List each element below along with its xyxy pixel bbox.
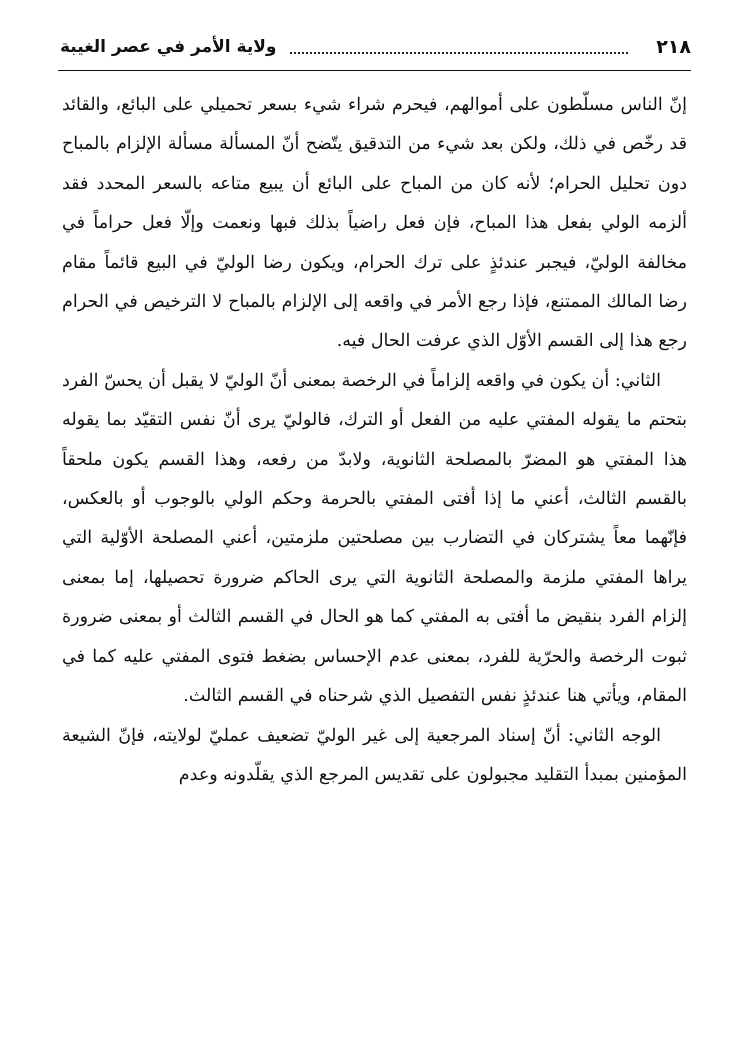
- paragraph-1: إنّ الناس مسلّطون على أموالهم، فيحرم شراء شيء بسعر تحميلي على البائع، والقائد قد رخّص في ذلك، ولكن بعد شيء من التدقيق يتّضح أنّ المسألة مسألة الإلزام بالمباح دون تحليل الحرام؛ لأنه كان من المباح على البائع أن يبيع متاعه بالسعر المحدد فقد ألزمه الولي بفعل هذا المباح، فإن فعل راضياً بذلك فبها ونعمت وإلّا فعل حراماً في مخالفة الوليّ، فيجبر عندئذٍ على ترك الحرام، ويكون رضا الوليّ في البيع قائماً مقام رضا المالك الممتنع، فإذا رجع الأمر في واقعه إلى الإلزام بالمباح لا الترخيص في الحرام رجع هذا إلى القسم الأوّل الذي عرفت الحال فيه.: [62, 95, 687, 352]
- running-title: ولاية الأمر في عصر الغيبة: [60, 37, 277, 57]
- page-number: ٢١٨: [656, 36, 691, 58]
- body-text: [62, 86, 687, 1043]
- header-rule: [58, 70, 691, 71]
- paragraph-2: الثاني: أن يكون في واقعه إلزاماً في الرخصة بمعنى أنّ الوليّ لا يقبل أن يحسّ الفرد بتحتم ما يقوله المفتي عليه من الفعل أو الترك، فالوليّ يرى أنّ نفس التقيّد بما يقوله هذا المفتي هو المضرّ بالمصلحة الثانوية، ولابدّ من رفعه، وهذا القسم يكون ملحقاً بالقسم الثالث، أعني ما إذا أفتى المفتي بالحرمة وحكم الولي بالوجوب أو بالعكس، فإنّهما معاً يشتركان في التضارب بين مصلحتين ملزمتين، أعني المصلحة الأوّلية التي يراها المفتي ملزمة والمصلحة الثانوية التي يرى الحاكم ضرورة تحصيلها، إما بمعنى إلزام الفرد بنقيض ما أفتى به المفتي كما هو الحال في القسم الثالث أو بمعنى ضرورة ثبوت الرخصة والحرّية للفرد، بمعنى عدم الإحساس بضغط فتوى المفتي عليه كما في المقام، ويأتي هنا عندئذٍ نفس التفصيل الذي شرحناه في القسم الثالث.: [62, 370, 687, 707]
- paragraph-3: الوجه الثاني: أنّ إسناد المرجعية إلى غير الوليّ تضعيف عمليّ لولايته، فإنّ الشيعة المؤمنين بمبدأ التقليد مجبولون على تقديس المرجع الذي يقلّدونه وعدم: [62, 725, 687, 785]
- dotted-leader: [290, 52, 628, 54]
- running-header: [60, 30, 691, 64]
